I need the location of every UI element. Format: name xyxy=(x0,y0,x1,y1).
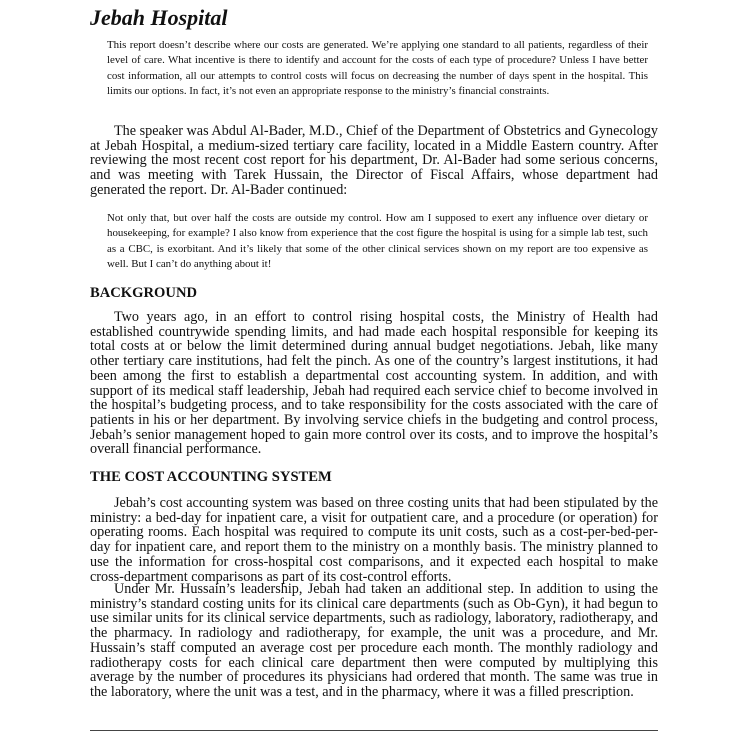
background-paragraph: Two years ago, in an effort to control rising hospital costs, the Ministry of Health had established countrywide spending limits, and had made each hospital responsible for keeping its total costs at or below the limit determined during annual budget negotiations. Jebah, like many other tertiary care institutions, had felt the pinch. As one of the country’s largest institutions, it had been among the first to establish a departmental cost accounting system. In addition, and with support of its medical staff leadership, Jebah had required each service chief to become involved in the hospital’s budgeting process, and to take responsibility for the costs associated with the care of patients in his or her department. By involving service chiefs in the budgeting and control process, Jebah’s senior management hoped to gain more control over its costs, and to improve the hospital’s overall financial performance. xyxy=(90,309,658,458)
cost-accounting-heading: THE COST ACCOUNTING SYSTEM xyxy=(90,469,332,485)
cost-accounting-paragraph-1: Jebah’s cost accounting system was based on three costing units that had been stipulated by the ministry: a bed-day for inpatient care, a visit for outpatient care, and a procedure (or operation) for operating rooms. Each hospital was required to compute its unit costs, such as a cost-per-bed-per-day for inpatient care, and report them to the ministry on a monthly basis. The ministry planned to use the information for cross-hospital cost comparisons, and it expected each hospital to make cross-department comparisons as part of its cost-control efforts. xyxy=(90,495,658,585)
case-title: Jebah Hospital xyxy=(90,5,228,30)
cost-accounting-paragraph-2: Under Mr. Hussain’s leadership, Jebah had taken an additional step. In addition to using the ministry’s standard costing units for its clinical care departments (such as Ob-Gyn), it had begun to use similar units for its clinical service departments, such as radiology, laboratory, radiotherapy, and the pharmacy. In radiology and radiotherapy, for example, the unit was a procedure, and Mr. Hussain’s staff computed an average cost per procedure each month. The monthly radiology and radiotherapy costs for each clinical care department then were computed by multiplying this average by the number of procedures its physicians had ordered that month. The same was true in the laboratory, where the unit was a test, and in the pharmacy, where it was a filled prescription. xyxy=(90,581,658,700)
footer-rule xyxy=(90,730,658,731)
opening-quote: This report doesn’t describe where our costs are generated. We’re applying one standard to all patients, regardless of their level of care. What incentive is there to identify and account for the costs of each type of procedure? Unless I have better cost information, all our attempts to control costs will focus on decreasing the number of days spent in the hospital. This limits our options. In fact, it’s not even an appropriate response to the ministry’s financial constraints. xyxy=(107,39,648,97)
second-quote: Not only that, but over half the costs are outside my control. How am I supposed to exert any influence over dietary or housekeeping, for example? I also know from experience that the cost figure the hospital is using for a simple lab test, such as a CBC, is exorbitant. And it’s likely that some of the other clinical services shown on my report are too expensive as well. But I can’t do anything about it! xyxy=(107,212,648,270)
background-heading: BACKGROUND xyxy=(90,285,198,301)
intro-paragraph: The speaker was Abdul Al-Bader, M.D., Chief of the Department of Obstetrics and Gynecology at Jebah Hospital, a medium-sized tertiary care facility, located in a Middle Eastern country. After reviewing the most recent cost report for his department, Dr. Al-Bader had some serious concerns, and was meeting with Tarek Hussain, the Director of Fiscal Affairs, whose department had generated the report. Dr. Al-Bader continued: xyxy=(90,123,658,198)
